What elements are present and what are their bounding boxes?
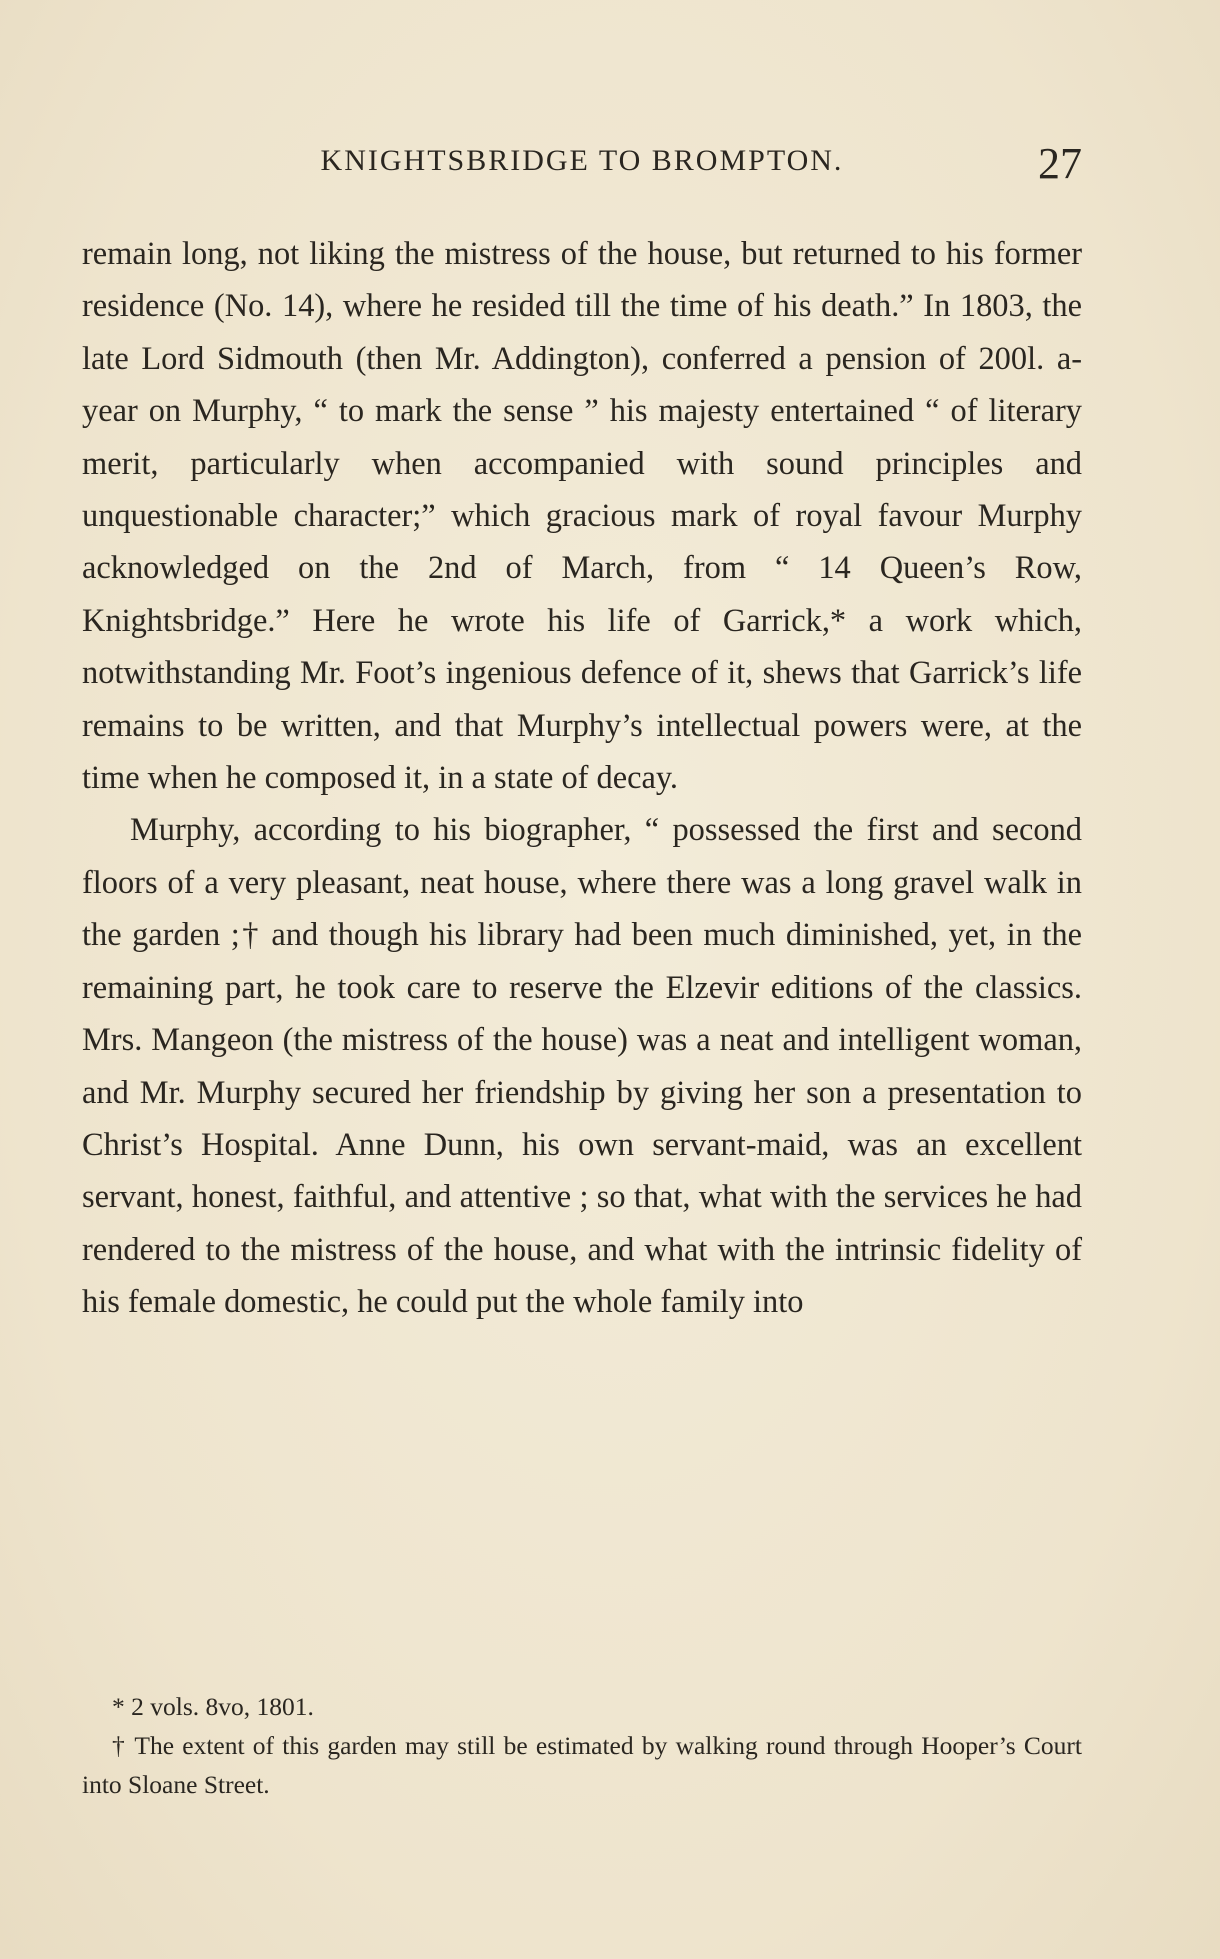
- paragraph-2: Murphy, according to his biographer, “ possessed the first and second floors of a very pleasant, neat house, where there was a long gravel walk in the garden ;† and though his library had been much diminished, yet, in the remaining part, he took care to reserve the Elzevir editions of the classics. Mrs. Mangeon (the mistress of the house) was a neat and intelligent woman, and Mr. Murphy secured her friendship by giving her son a presentation to Christ’s Hospital. Anne Dunn, his own servant-maid, was an excellent servant, honest, faithful, and attentive ; so that, what with the services he had rendered to the mistress of the house, and what with the intrinsic fidelity of his female domestic, he could put the whole family into: [82, 812, 1082, 1321]
- body-text: [82, 228, 1082, 1329]
- page-number: 27: [1038, 139, 1082, 188]
- footnote-2: † The extent of this garden may still be estimated by walking round through Hooper’s Court into Sloane Street.: [82, 1731, 1082, 1799]
- paragraph-1: remain long, not liking the mistress of the house, but returned to his former residence (No. 14), where he resided till the time of his death.” In 1803, the late Lord Sidmouth (then Mr. Addington), conferred a pension of 200l. a-year on Murphy, “ to mark the sense ” his majesty entertained “ of literary merit, particularly when accompanied with sound principles and unquestionable character;” which gracious mark of royal favour Murphy acknowledged on the 2nd of March, from “ 14 Queen’s Row, Knightsbridge.” Here he wrote his life of Garrick,* a work which, notwithstanding Mr. Foot’s ingenious defence of it, shews that Garrick’s life remains to be written, and that Murphy’s intellectual powers were, at the time when he composed it, in a state of decay.: [82, 236, 1082, 797]
- running-head: [82, 138, 1082, 188]
- footnote-1: * 2 vols. 8vo, 1801.: [112, 1692, 314, 1721]
- footnotes: [82, 1687, 1082, 1804]
- running-title: KNIGHTSBRIDGE TO BROMPTON.: [320, 144, 844, 177]
